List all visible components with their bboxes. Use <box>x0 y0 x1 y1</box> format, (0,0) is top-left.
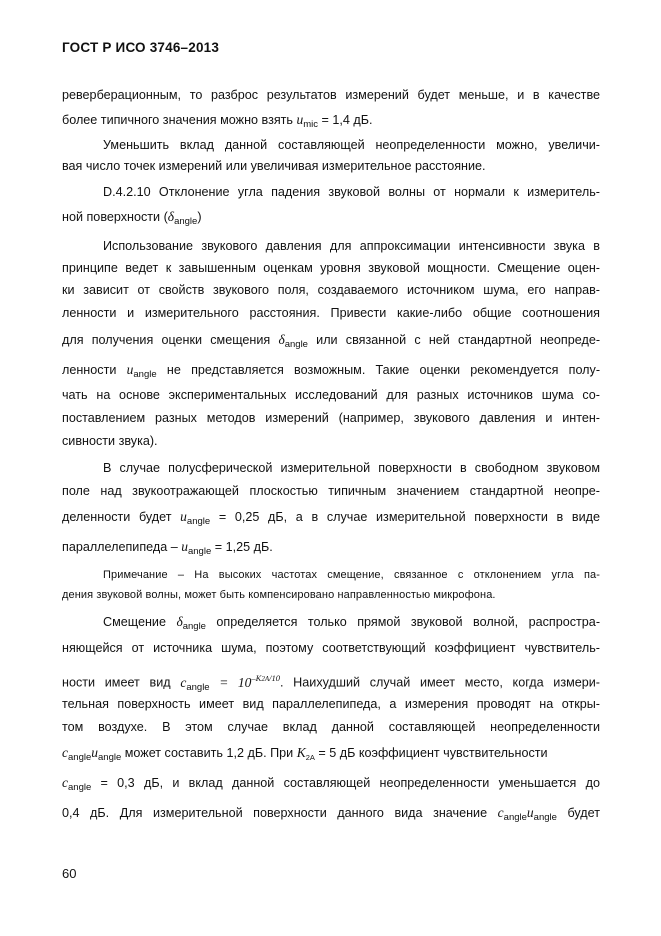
symbol-u-angle: $u_{angle}$ <box>181 539 212 557</box>
page-number: 60 <box>62 866 77 881</box>
symbol-c-angle: $c_{angle}$ <box>62 775 92 793</box>
text-line: поставлением разных методов измерений (например, звукового давления и интен- <box>62 411 600 425</box>
symbol-k2a: $K_{2A}$ <box>296 745 315 762</box>
text-line: для получения оценки смещения $\delta_{angle}$ или связанной с ней стандартной неопреде- <box>62 332 601 350</box>
text-line: тельная поверхность имеет вид параллелепипеда, а измерения проводят на откры- <box>62 697 600 711</box>
symbol-delta-angle: $\delta_{angle}$ <box>278 332 308 350</box>
text-line: поле над звукоотражающей плоскостью типичным значением стандартной неопре- <box>62 484 600 498</box>
text-line: ности имеет вид $c_{angle} = 10^{-K2A/10}$. Наихудший случай имеет место, когда измери- <box>62 673 600 693</box>
text-line: вая число точек измерений или увеличивая измерительное расстояние. <box>62 159 486 173</box>
text-line: параллелепипеда – $u_{angle} = 1,25$ дБ. <box>62 539 273 557</box>
text-line: Использование звукового давления для аппроксимации интенсивности звука в <box>103 239 600 253</box>
text-line: сивности звука). <box>62 434 158 448</box>
text-line: ленности $u_{angle}$ не представляется возможным. Такие оценки рекомендуется полу- <box>62 362 601 380</box>
text-line: няющейся от источника шума, поэтому соответствующий коэффициент чувствитель- <box>62 641 600 655</box>
text-line: ной поверхности $(\delta_{angle})$ <box>62 209 202 227</box>
document-header: ГОСТ Р ИСО 3746–2013 <box>62 40 220 55</box>
text-line: ки зависит от свойств звукового поля, создаваемого источником шума, его направ- <box>62 283 600 297</box>
symbol-u-angle: $u_{angle}$ <box>180 509 211 527</box>
text-line: принципе ведет к завышенным оценкам уровня звуковой мощности. Смещение оцен- <box>62 261 600 275</box>
text-line: $c_{angle}u_{angle}$ может составить 1,2 дБ. При $K_{2A} = 5$ дБ коэффициент чувствительности <box>62 745 548 763</box>
symbol-u-mic: $u_{mic}$ <box>296 112 319 130</box>
symbol-c-angle-u-angle: $c_{angle}u_{angle}$ <box>497 805 557 823</box>
text-line: Смещение $\delta_{angle}$ определяется только прямой звуковой волной, распростра- <box>103 614 601 632</box>
note-line: дения звуковой волны, может быть компенсировано направленностью микрофона. <box>62 589 496 601</box>
text-line: деленности будет $u_{angle} = 0,25$ дБ, а в случае измерительной поверхности в виде <box>62 509 600 527</box>
text-line: 0,4 дБ. Для измерительной поверхности данного вида значение $c_{angle}u_{angle}$ будет <box>62 805 601 823</box>
text-line: D.4.2.10 Отклонение угла падения звуковой волны от нормали к измеритель- <box>103 185 600 199</box>
formula-c-angle: $c_{angle} = 10^{-K2A/10}$ <box>180 673 280 693</box>
text-line: Уменьшить вклад данной составляющей неопределенности можно, увеличи- <box>103 138 600 152</box>
text-line: ленности и измерительного расстояния. Привести какие-либо общие соотношения <box>62 306 600 320</box>
symbol-u-angle: $u_{angle}$ <box>126 362 157 380</box>
symbol-delta-angle: $\delta_{angle}$ <box>167 209 198 227</box>
text-line: более типичного значения можно взять $u_{mic} = 1,4$ дБ. <box>62 112 373 130</box>
text-line: реверберационным, то разброс результатов измерений будет меньше, и в качестве <box>62 88 600 102</box>
text-line: В случае полусферической измерительной поверхности в свободном звуковом <box>103 461 600 475</box>
text-line: чать на основе экспериментальных исследований для разных источников шума со- <box>62 388 600 402</box>
text-line: $c_{angle} = 0,3$ дБ, и вклад данной составляющей неопределенности уменьшается до <box>62 775 601 793</box>
symbol-c-angle-u-angle: $c_{angle}u_{angle}$ <box>62 745 122 763</box>
text-line: том воздухе. В этом случае вклад данной составляющей неопределенности <box>62 720 600 734</box>
symbol-delta-angle: $\delta_{angle}$ <box>176 614 206 632</box>
note-line: Примечание – На высоких частотах смещение, связанное с отклонением угла па- <box>103 569 600 581</box>
